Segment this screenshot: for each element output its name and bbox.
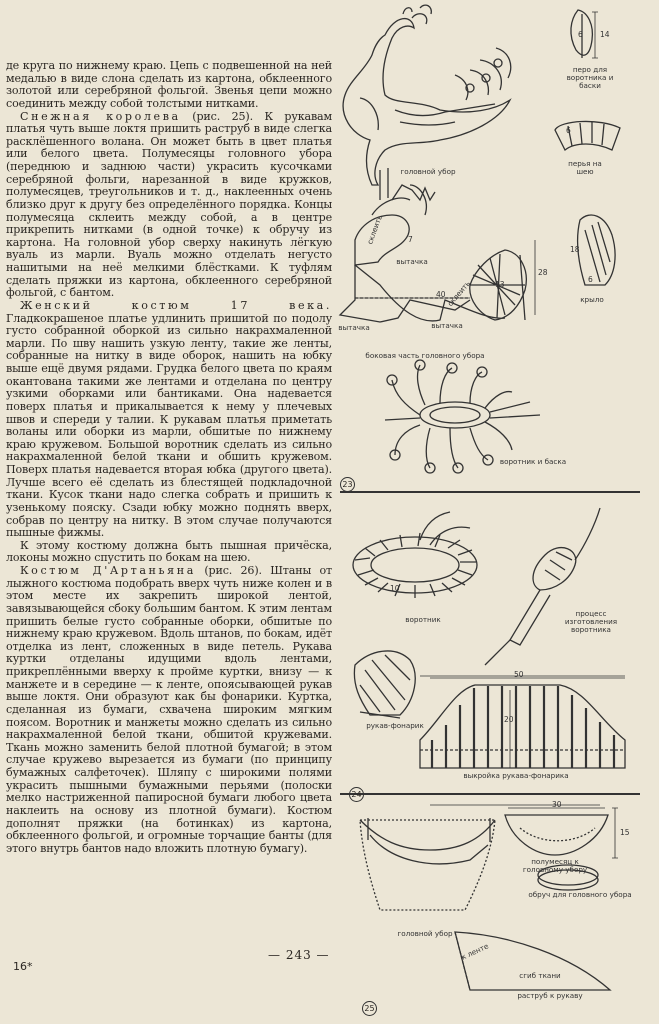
lantern-sleeve-drawing (354, 651, 415, 718)
headdress-side-drawing (340, 185, 526, 322)
label-wing: крыло (580, 295, 604, 304)
wing-drawing (578, 215, 616, 285)
dimension-label: 10 (390, 584, 400, 593)
label-dart: вытачка (396, 257, 428, 266)
paragraph: де круга по нижнему краю. Цепь с подвешенной на ней медалью в виде слона сделать из картона, обклеенного золотой или серебряной фольгой. Звенья цепи можно соединить между собой толстыми нитками. (6, 59, 332, 110)
label-collar-process: процесс изготовления воротника (564, 609, 618, 634)
figure-number: 23 (340, 477, 355, 492)
collar-ruff-drawing (353, 512, 477, 598)
paragraph-text: (рис. 25). К рукавам платья чуть выше локтя пришить раструб в виде слегка расклёшенного волана. Он может быть в цвет платья или белого цвета. Полумесяцы головного убора (переднюю и заднюю части) украсить кусочками серебряной фольги, нарезанной в виде кружков, полумесяцев, треугольников и т. д., наклеенных очень близко друг к другу без определённого порядка. Концы полумесяца склеить между собой, а в центре прикрепить нитками (в одной точке) к обручу из картона. На головной убор сверху накинуть лёгкую вуаль из марли. Вуаль можно отделать негусто нашитыми на неё мелкими блёстками. К туфлям сделать пряжки из картона, обклеенного серебряной фольгой, с бантом. (6, 109, 332, 300)
figure-number: 25 (362, 1001, 377, 1016)
dimension-label: 30 (552, 800, 562, 809)
dimension-label: 7 (408, 235, 413, 244)
paragraph: К этому костюму должна быть пышная причёска, локоны можно спустить по бокам на шею. (6, 538, 332, 565)
feather-drawing (571, 10, 598, 58)
page-number: — 243 — (268, 948, 330, 962)
label-glue: склеить (445, 278, 472, 309)
figure-number: 24 (349, 787, 364, 802)
section-heading: Снежная королева (20, 109, 181, 123)
dimension-label: 50 (514, 670, 524, 679)
dimension-label: 6 (588, 275, 593, 284)
dimension-label: 20 (504, 715, 514, 724)
section-heading: Костюм Д'Артаньяна (20, 564, 196, 577)
label-dart: вытачка (338, 323, 370, 332)
figure-separator (340, 491, 640, 493)
sleeve-pattern-drawing (420, 676, 625, 768)
section-heading: Женский костюм 17 века. (20, 298, 332, 312)
neck-feathers-drawing (555, 121, 620, 150)
dimension-label: 13 (495, 280, 505, 289)
cuff-pattern-drawing (455, 932, 610, 990)
label-lantern-sleeve: рукав-фонарик (366, 721, 424, 730)
dimension-label: 14 (600, 30, 610, 39)
label-headdress: головной убор (397, 929, 453, 938)
dimension-label: 18 (570, 245, 580, 254)
paragraph-text: Гладкокрашеное платье удлинить пришитой по подолу густо собранной оборкой из сильно накрахмаленной марли. По шву нашить узкую ленту, такие же ленты, собранные на нитку в виде оборок, нашить на юбку выше ещё двумя рядами. Грудка белого цвета по краям окантована такими же лентами и отделана по центру узкими оборками или бантиками. Она надевается поверх платья и прикалывается к нему у плечевых швов и спереди у талии. К рукавам платья приметать воланы или оборки из марли, обшитые по нижнему краю кружевом. Большой воротник сделать из сильно накрахмаленной белой ткани и обшить кружевом. Поверх платья надевается вторая юбка (другого цвета). Лучше всего её сделать из блестящей подкладочной ткани. Кусок ткани надо слегка собрать и пришить к узенькому пояску. Сзади юбку можно поднять вверх, собрав по центру на нитку. В этом случае получаются пышные фижмы. (6, 311, 332, 540)
label-hoop: обруч для головного убора (528, 890, 632, 899)
label-feather: перо для воротника и баски (566, 65, 614, 90)
label-headdress-side: боковая часть головного убора (365, 351, 485, 360)
label-glue: склеить (365, 213, 385, 246)
halfmoon-drawing (505, 808, 618, 858)
label-sleeve-pattern: выкройка рукава-фонарика (463, 771, 569, 780)
label-to-ribbon: к ленте (459, 941, 490, 962)
dimension-label: 28 (538, 268, 548, 277)
label-headdress: головной убор (400, 167, 456, 176)
label-collar: воротник (405, 615, 441, 624)
label-cuff: раструб к рукаву (517, 991, 583, 1000)
collar-process-drawing (485, 508, 600, 665)
paragraph-text: (рис. 26). Штаны от лыжного костюма подобрать вверх чуть ниже колен и в этом месте их закрепить широкой лентой, завязывающейся сбоку большим бантом. К этим лентам пришить белые густо собранные оборки, обшитые по нижнему краю кружевом. Вдоль штанов, по бокам, идёт отделка из лент, сложенных в виде петель. Рукава куртки отделаны идущими вдоль лентами, прикреплёнными вверху к пройме куртки, внизу — к манжете и в середине — к ленте, опоясывающей рукав выше локтя. Они образуют как бы фонарики. Куртка, сделанная из бумаги, схвачена широким мягким поясом. Воротник и манжеты можно сделать из сильно накрахмаленной белой ткани, обшитой кружевами. Ткань можно заменить белой плотной бумагой; в этом случае кружево вырезается из бумаги (по принципу бумажных салфеточек). Шляпу с широкими полями украсить пышными бумажными перьями (полоски мелко настриженной папиросной бумаги любого цвета наклеить на основу из плотной бумаги). Костюм дополнят пряжки (на ботинках) из картона, обклеенного фольгой, и огромные торчащие банты (для этого внутрь бантов надо вложить плотную бумагу). (6, 564, 332, 855)
label-neck-feathers: перья на шею (568, 159, 602, 176)
signature-mark: 16* (13, 960, 33, 973)
snow-queen-headdress-drawing (360, 818, 495, 910)
dimension-label: 6 (566, 126, 571, 135)
figure-separator (340, 793, 640, 795)
label-halfmoon: полумесяц к головному убору (522, 857, 588, 874)
dimension-label: 6 (578, 30, 583, 39)
label-fold: сгиб ткани (519, 971, 561, 980)
dimension-label: 15 (620, 828, 630, 837)
dimension-label: 40 (436, 290, 446, 299)
label-dart: вытачка (431, 321, 463, 330)
label-collar-basque: воротник и баска (499, 457, 567, 466)
